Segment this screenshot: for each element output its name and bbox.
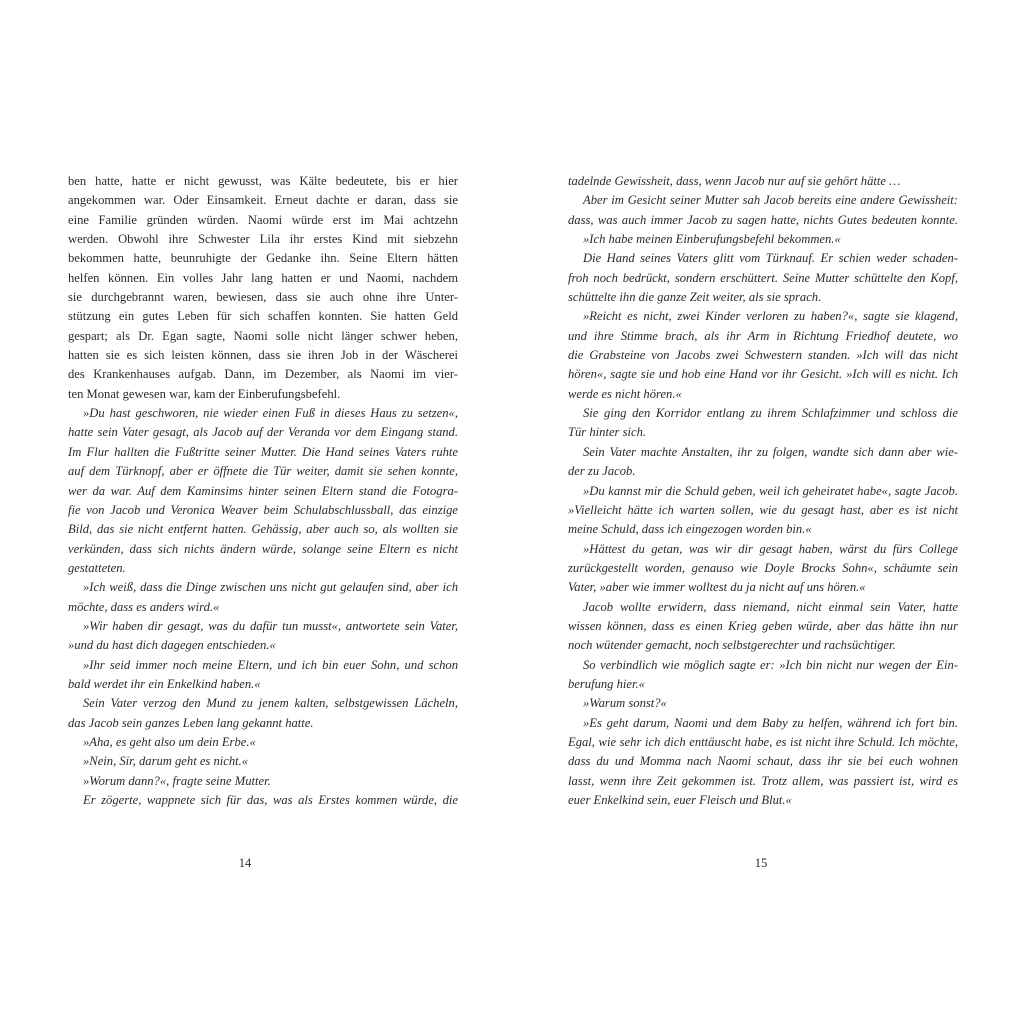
text-line: Im Flur hallten die Fußtritte seiner Mutter. Die Hand seines Vaters ruhte: [68, 444, 458, 459]
text-line: euer Enkelkind sein, euer Fleisch und Blut.«: [568, 793, 792, 807]
left-page-text: [68, 172, 458, 810]
text-line: Sein Vater machte Anstalten, ihr zu folgen, wandte sich dann aber wie-: [583, 444, 958, 459]
text-line: das Jacob sein ganzes Leben lang gekannt hatte.: [68, 715, 314, 730]
text-line: werden. Obwohl ihre Schwester Lila ihr erstes Kind mit siebzehn: [68, 232, 458, 247]
text-line: Bild, das sie nicht entfernt hatten. Gehässig, aber auch so, als wollten sie: [68, 522, 458, 537]
text-line: »Hättest du getan, was wir dir gesagt haben, wärst du fürs College: [583, 541, 958, 556]
text-line: Sein Vater verzog den Mund zu jenem kalten, selbstgewissen Lächeln,: [83, 696, 458, 711]
text-line: verkünden, dass sich nichts ändern würde, solange seine Eltern es nicht: [68, 541, 458, 556]
text-line: schüttelte ihn die ganze Zeit weiter, als sie sprach.: [568, 290, 822, 305]
text-line: ben hatte, hatte er nicht gewusst, was Kälte bedeutete, bis er hier: [68, 174, 458, 188]
text-line: eine Familie gründen würden. Naomi würde erst im Mai achtzehn: [68, 212, 458, 227]
text-line: »Reicht es nicht, zwei Kinder verloren zu haben?«, sagte sie klagend,: [583, 309, 958, 324]
text-line: Tür hinter sich.: [568, 425, 647, 440]
text-line: Er zögerte, wappnete sich für das, was als Erstes kommen würde, die: [83, 793, 458, 807]
text-line: »Du hast geschworen, nie wieder einen Fuß in dieses Haus zu setzen«,: [83, 406, 458, 421]
text-line: bald werdet ihr ein Enkelkind haben.«: [68, 676, 261, 691]
text-line: Die Hand seines Vaters glitt vom Türknauf. Er schien weder schaden-: [583, 251, 958, 266]
text-line: werde es nicht hören.«: [568, 386, 682, 401]
text-line: helfen können. Ein volles Jahr lang hatten er und Naomi, nachdem: [68, 270, 458, 285]
text-line: Jacob wollte erwidern, dass niemand, nicht einmal sein Vater, hatte: [583, 599, 958, 614]
text-line: »Vielleicht hätte ich warten sollen, wie du gesagt hast, aber es ist nicht: [568, 502, 958, 517]
text-line: »Warum sonst?«: [583, 696, 667, 711]
text-line: »Worum dann?«, fragte seine Mutter.: [83, 773, 271, 788]
text-line: froh noch bedrückt, sondern erschüttert. Seine Mutter schüttelte den Kopf,: [568, 270, 958, 285]
text-line: fie von Jacob und Veronica Weaver beim Schulabschlussball, das einzige: [68, 502, 458, 517]
text-line: dass du und Momma nach Naomi schaut, dass ihr sie bei euch wohnen: [568, 754, 958, 769]
text-line: Sie ging den Korridor entlang zu ihrem Schlafzimmer und schloss die: [583, 406, 958, 421]
text-line: hören«, sagte sie und hob eine Hand vor ihr Gesicht. »Ich will es nicht. Ich: [568, 367, 958, 382]
text-line: »Ihr seid immer noch meine Eltern, und ich bin euer Sohn, und schon: [83, 657, 458, 672]
right-page-text: [568, 172, 958, 810]
right-page: [568, 172, 958, 810]
text-line: stützung ein gutes Leben für sich schaffen konnten. Sie hatten Geld: [68, 309, 458, 324]
text-line: tadelnde Gewissheit, dass, wenn Jacob nur auf sie gehört hätte …: [568, 174, 901, 188]
text-line: Aber im Gesicht seiner Mutter sah Jacob bereits eine andere Gewissheit:: [583, 193, 958, 208]
left-page-number: 14: [238, 856, 252, 870]
text-line: gespart; als Dr. Egan sagte, Naomi solle nicht länger schwer heben,: [68, 328, 458, 343]
text-line: möchte, dass es anders wird.«: [68, 599, 220, 614]
text-line: lasst, wenn ihre Zeit gekommen ist. Trotz allem, was passiert ist, wird es: [568, 773, 958, 788]
text-line: »Du kannst mir die Schuld geben, weil ich geheiratet habe«, sagte Jacob.: [583, 483, 958, 498]
text-line: bekommen hatte, beunruhigte der Gedanke ihn. Seine Eltern hätten: [68, 251, 458, 266]
text-line: der zu Jacob.: [568, 464, 636, 479]
text-line: die Grabsteine von Jacobs zwei Schwestern standen. »Ich will das nicht: [568, 348, 958, 363]
text-line: »Nein, Sir, darum geht es nicht.«: [83, 754, 249, 769]
text-line: »und du hast dich dagegen entschieden.«: [68, 638, 276, 653]
text-line: noch wütender gemacht, noch selbstgerechter und rachsüchtiger.: [568, 638, 896, 653]
text-line: hatten sie es sich leisten können, dass sie ihren Job in der Wäscherei: [68, 348, 458, 363]
text-line: »Ich weiß, dass die Dinge zwischen uns nicht gut gelaufen sind, aber ich: [83, 580, 458, 595]
text-line: ten Monat gewesen war, kam der Einberufungsbefehl.: [68, 386, 341, 401]
text-line: des Krankenhauses aufgab. Dann, im Dezember, als Naomi im vier-: [68, 367, 458, 382]
text-line: zurückgestellt worden, genauso wie Doyle Brocks Sohn«, schäumte sein: [568, 560, 958, 575]
text-line: sie durchgebrannt waren, bewiesen, dass sie auch ohne ihre Unter-: [68, 290, 458, 305]
text-line: Vater, »aber wie immer wolltest du ja nicht auf uns hören.«: [568, 580, 866, 595]
text-line: meine Schuld, dass ich eingezogen worden bin.«: [568, 522, 812, 537]
right-page-number: 15: [754, 856, 768, 870]
text-line: auf dem Türknopf, aber er öffnete die Tür weiter, damit sie sehen konnte,: [68, 464, 458, 479]
text-line: wissen können, dass es einen Krieg geben würde, aber das hätte ihn nur: [568, 618, 958, 633]
text-line: »Aha, es geht also um dein Erbe.«: [83, 734, 256, 749]
text-line: Egal, wie sehr ich dich enttäuscht habe, es ist nicht ihre Schuld. Ich möchte,: [568, 734, 958, 749]
text-line: und ihre Stimme brach, als ihr Arm in Richtung Friedhof deutete, wo: [568, 328, 958, 343]
text-line: »Es geht darum, Naomi und dem Baby zu helfen, während ich fort bin.: [583, 715, 958, 730]
text-line: dass, was auch immer Jacob zu sagen hatte, nichts Gutes bedeuten konnte.: [568, 212, 958, 227]
text-line: »Wir haben dir gesagt, was du dafür tun musst«, antwortete sein Vater,: [83, 618, 458, 633]
text-line: »Ich habe meinen Einberufungsbefehl bekommen.«: [583, 232, 841, 247]
text-line: So verbindlich wie möglich sagte er: »Ich bin nicht nur wegen der Ein-: [583, 657, 958, 672]
text-line: wer da war. Auf dem Kaminsims hinter seinen Eltern stand die Fotogra-: [68, 483, 458, 498]
left-page: [68, 172, 458, 810]
text-line: angekommen war. Oder Einsamkeit. Erneut dachte er daran, dass sie: [68, 193, 458, 208]
text-line: hatte sein Vater gesagt, als Jacob auf der Veranda vor dem Eingang stand.: [68, 425, 458, 440]
text-line: berufung hier.«: [568, 676, 645, 691]
text-line: gestatteten.: [68, 560, 126, 575]
